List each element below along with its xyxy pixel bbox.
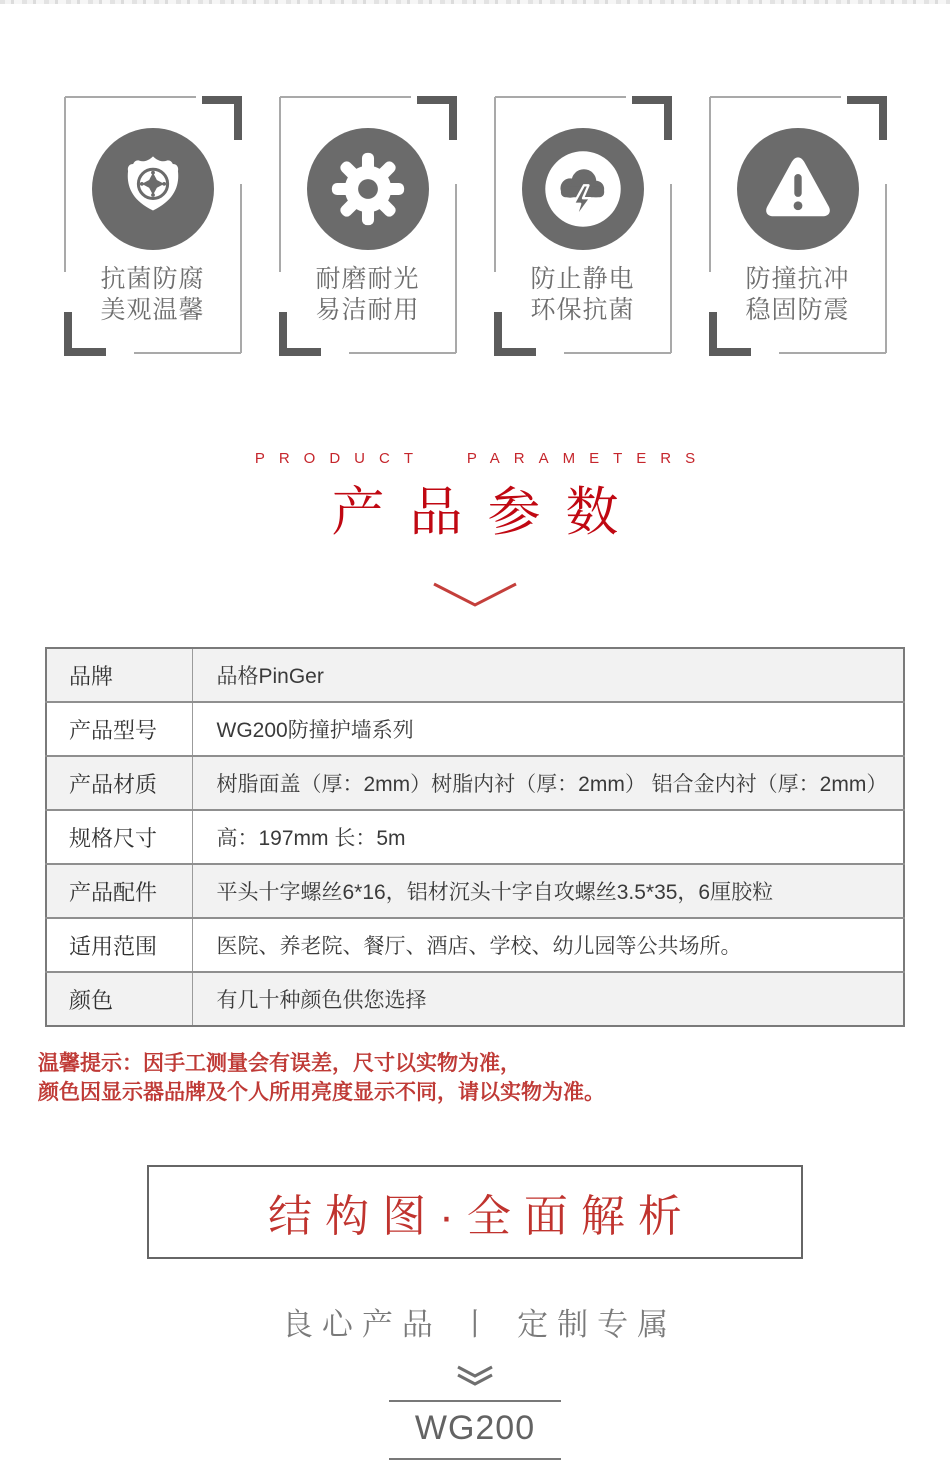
storm-cloud-lightning-icon — [537, 143, 629, 235]
spec-label: 适用范围 — [46, 918, 192, 972]
warning-triangle-icon — [754, 145, 842, 233]
table-row — [46, 756, 904, 810]
gear-icon — [325, 146, 411, 232]
feature-card-label — [64, 264, 242, 326]
top-edge-artifact — [0, 0, 950, 4]
feature-line-1: 耐磨耐光 — [315, 265, 420, 293]
feature-card-antistatic — [494, 96, 672, 356]
feature-card-durable — [279, 96, 457, 356]
section-header — [0, 450, 950, 609]
feature-line-2: 易洁耐用 — [315, 296, 420, 324]
feature-card-label — [279, 264, 457, 326]
feature-card-impact — [709, 96, 887, 356]
table-row — [46, 918, 904, 972]
double-chevron-down-icon — [455, 1364, 495, 1388]
structure-banner — [147, 1165, 803, 1259]
feature-line-1: 防止静电 — [530, 265, 635, 293]
chevron-down-icon — [431, 581, 519, 609]
spec-label: 产品型号 — [46, 702, 192, 756]
spec-label: 品牌 — [46, 648, 192, 702]
spec-value: 平头十字螺丝6*16，铝材沉头十字自攻螺丝3.5*35，6厘胶粒 — [216, 881, 774, 904]
feature-card-antibacterial — [64, 96, 242, 356]
spec-value: 高：197mm 长：5m — [216, 827, 406, 850]
section-title: 产品参数 — [331, 483, 644, 542]
tagline — [0, 1299, 950, 1344]
spec-label: 产品配件 — [46, 864, 192, 918]
icon-circle — [522, 128, 644, 250]
feature-line-2: 美观温馨 — [100, 296, 205, 324]
spec-value: 树脂面盖（厚：2mm）树脂内衬（厚：2mm） 铝合金内衬（厚：2mm） — [216, 773, 888, 796]
table-row — [46, 648, 904, 702]
feature-line-2: 稳固防震 — [745, 296, 850, 324]
feature-line-1: 抗菌防腐 — [100, 265, 205, 293]
feature-card-label — [494, 264, 672, 326]
table-row — [46, 972, 904, 1026]
measurement-notice — [38, 1049, 950, 1107]
spec-table — [45, 647, 905, 1027]
spec-label: 颜色 — [46, 972, 192, 1026]
notice-line-1: 温馨提示：因手工测量会有误差，尺寸以实物为准， — [38, 1051, 521, 1075]
badge-shield-star-icon — [110, 146, 196, 232]
feature-cards-row — [0, 96, 950, 356]
spec-value: 医院、养老院、餐厅、酒店、学校、幼儿园等公共场所。 — [216, 935, 742, 958]
spec-value: 品格PinGer — [216, 665, 324, 688]
icon-circle — [92, 128, 214, 250]
feature-line-1: 防撞抗冲 — [745, 265, 850, 293]
feature-card-label — [709, 264, 887, 326]
table-row — [46, 810, 904, 864]
feature-line-2: 环保抗菌 — [530, 296, 635, 324]
table-row — [46, 702, 904, 756]
spec-label: 产品材质 — [46, 756, 192, 810]
notice-line-2: 颜色因显示器品牌及个人所用亮度显示不同，请以实物为准。 — [38, 1080, 605, 1104]
tagline-text: 良心产品 丨 定制专属 — [281, 1307, 678, 1342]
icon-circle — [307, 128, 429, 250]
icon-circle — [737, 128, 859, 250]
structure-banner-title: 结构图·全面解析 — [268, 1192, 695, 1241]
spec-value: WG200防撞护墙系列 — [216, 719, 414, 742]
section-eyebrow: PRODUCT PARAMETERS — [254, 450, 710, 467]
spec-value: 有几十种颜色供您选择 — [216, 989, 427, 1012]
model-code: WG200 — [389, 1400, 561, 1460]
spec-label: 规格尺寸 — [46, 810, 192, 864]
table-row — [46, 864, 904, 918]
